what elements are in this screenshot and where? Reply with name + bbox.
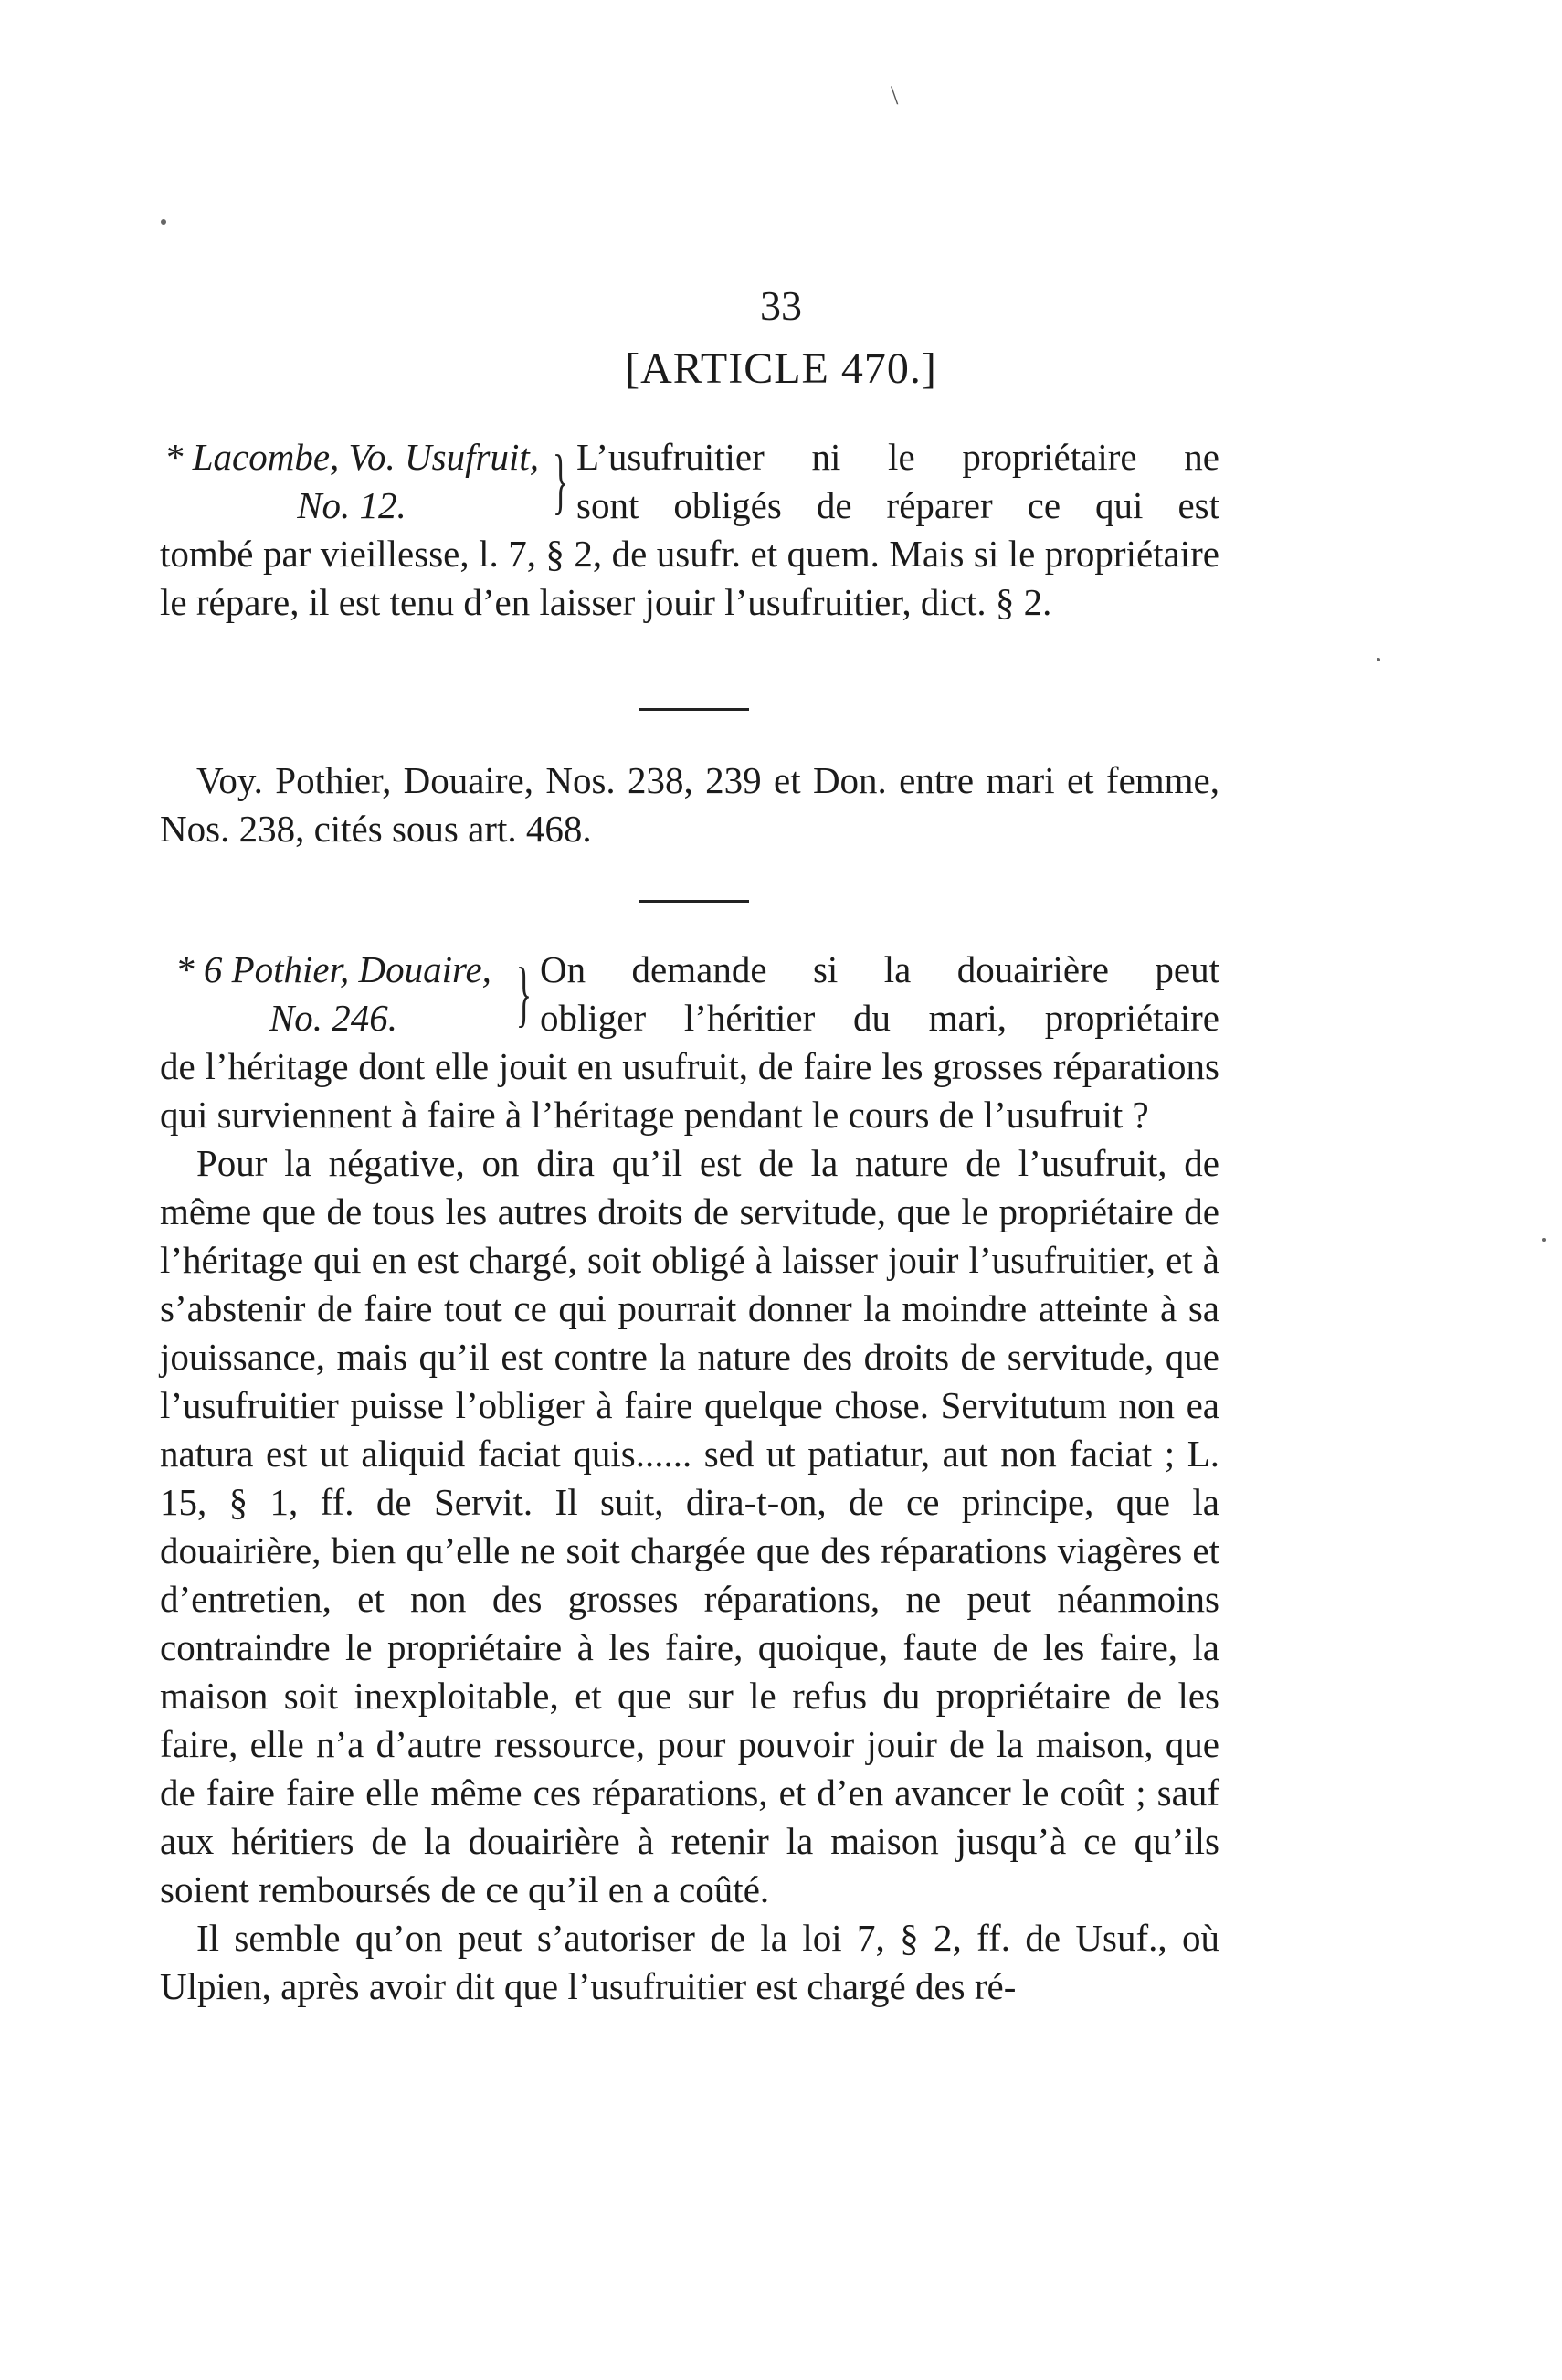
citation-text-line2: obliger l’héritier du mari, propriétaire bbox=[540, 997, 1219, 1039]
section-divider bbox=[639, 900, 749, 903]
brace-glyph: } bbox=[515, 954, 533, 1034]
paragraph: tombé par vieillesse, l. 7, § 2, de usufr. et quem. Mais si le propriétaire le répare, il est tenu d’en laisser jouir l’usufruitier, dict. § 2. bbox=[160, 533, 1219, 623]
citation-source bbox=[160, 433, 544, 530]
section-voy bbox=[160, 756, 1219, 853]
paragraph: Il semble qu’on peut s’autoriser de la loi 7, § 2, ff. de Usuf., où Ulpien, après avoir dit que l’usufruitier est chargé des ré- bbox=[160, 1917, 1219, 2007]
citation-header bbox=[160, 946, 1219, 1042]
brace-glyph: } bbox=[552, 441, 569, 522]
citation-text-line1: On demande si la douairière peut bbox=[540, 948, 1219, 990]
section-divider bbox=[639, 708, 749, 711]
citation-header bbox=[160, 433, 1219, 530]
citation-source bbox=[160, 946, 507, 1042]
citation-source-line2: No. 246. bbox=[269, 997, 398, 1039]
citation-text bbox=[540, 946, 1219, 1042]
paragraph: Voy. Pothier, Douaire, Nos. 238, 239 et Don. entre mari et femme, Nos. 238, cités sous art. 468. bbox=[160, 759, 1219, 850]
citation-source-line2: No. 12. bbox=[297, 484, 406, 526]
scan-mark: \ bbox=[891, 80, 899, 111]
citation-text-line2: sont obligés de réparer ce qui est bbox=[576, 484, 1219, 526]
scan-speck bbox=[1377, 658, 1380, 661]
citation-source-line1: * 6 Pothier, Douaire, bbox=[175, 948, 491, 990]
citation-text bbox=[576, 433, 1219, 530]
section-pothier bbox=[160, 946, 1219, 2011]
paragraph: de l’héritage dont elle jouit en usufruit, de faire les grosses réparations qui surviennent à faire à l’héritage pendant le cours de l’usufruit ? bbox=[160, 1045, 1219, 1136]
page-number: 33 bbox=[760, 282, 802, 329]
section-lacombe bbox=[160, 433, 1219, 627]
citation-text-line1: L’usufruitier ni le propriétaire ne bbox=[576, 436, 1219, 478]
scan-speck bbox=[1542, 1238, 1546, 1242]
paragraph: Pour la négative, on dira qu’il est de la nature de l’usufruit, de même que de tous les autres droits de servitude, que le propriétaire de l’héritage qui en est chargé, soit obligé à laisser jouir l’usufruitier, et à s’abstenir de faire tout ce qui pourrait donner la moindre atteinte à sa jouissance, mais qu’il est contre la nature des droits de servitude, que l’usufruitier puisse l’obliger à faire quelque chose. Servitutum non ea natura est ut aliquid faciat quis...... sed ut patiatur, aut non faciat ; L. 15, § 1, ff. de Servit. Il suit, dira-t-on, de ce principe, que la douairière, bien qu’elle ne soit chargée que des réparations viagères et d’entretien, et non des grosses réparations, ne peut néanmoins contraindre le propriétaire à les faire, quoique, faute de les faire, la maison soit inexploitable, et que sur le refus du propriétaire de les faire, elle n’a d’autre ressource, pour pouvoir jouir de la maison, que de faire faire elle même ces réparations, et d’en avancer le coût ; sauf aux héritiers de la douairière à retenir la maison jusqu’à ce qu’ils soient remboursés de ce qu’il en a coûté. bbox=[160, 1142, 1219, 1910]
scan-speck bbox=[161, 219, 166, 225]
citation-source-line1: * Lacombe, Vo. Usufruit, bbox=[164, 436, 539, 478]
article-heading: [ARTICLE 470.] bbox=[625, 344, 937, 393]
